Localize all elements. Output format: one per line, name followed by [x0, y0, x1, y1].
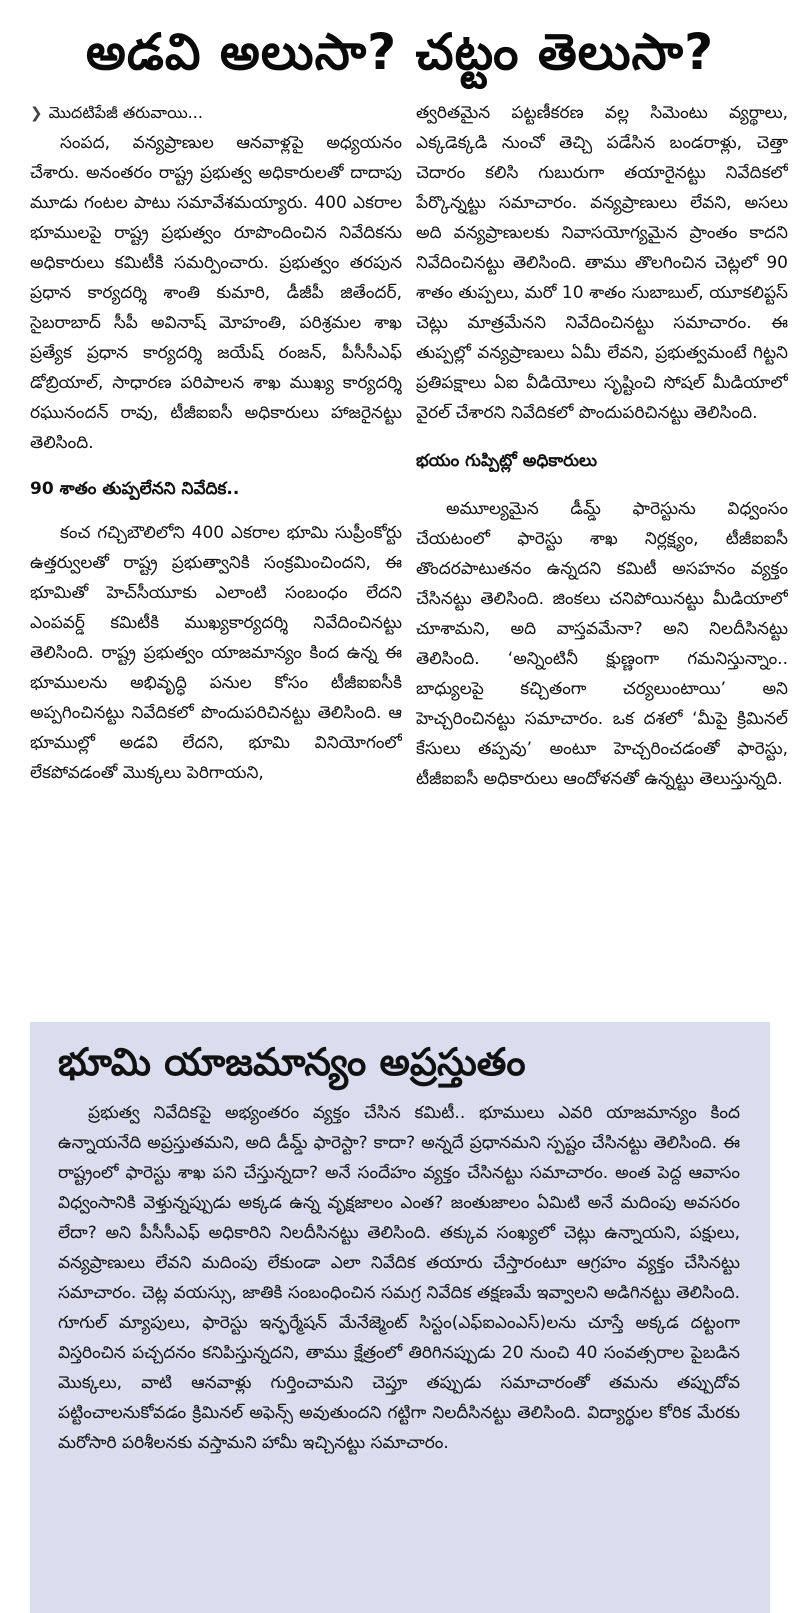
continuation-kicker: [30, 98, 402, 128]
box-title: భూమి యాజమాన్యం అప్రస్తుతం: [58, 1040, 526, 1084]
article-column-left: [30, 98, 402, 1033]
left-paragraph-2: కంచ గచ్చిబౌలిలోని 400 ఎకరాల భూమి సుప్రీంకోర్టు ఉత్తర్వులతో రాష్ట్ర ప్రభుత్వానికి సంక్రమించిందని, ఈ భూమితో హెచ్‌సీయూకు ఎలాంటి సంబంధం లేదని ఎంపవర్డ్ కమిటీకి ముఖ్యకార్యదర్శి నివేదించినట్టు తెలిసింది. రాష్ట్ర ప్రభుత్వం యాజమాన్యం కింద ఉన్న ఈ భూములను అభివృద్ధి పనుల కోసం టీజీఐఐసీకి అప్పగించినట్టు నివేదికలో పొందుపరిచినట్టు తెలిసింది. ఆ భూముల్లో అడవి లేదని, భూమి వినియోగంలో లేకపోవడంతో మొక్కలు పెరిగాయని,: [30, 523, 402, 783]
right-subheading: భయం గుప్పిట్లో అధికారులు: [416, 451, 597, 471]
right-paragraph-1: త్వరితమైన పట్టణీకరణ వల్ల సిమెంటు వ్యర్థాలు, ఎక్కడెక్కడి నుంచో తెచ్చి పడేసిన బండరాళ్లు, చెత్తా చెదారం కలిసి గుబురుగా తయారైనట్టు నివేదికలో పేర్కొన్నట్టు సమాచారం. వన్యప్రాణులు లేవని, అసలు అది వన్యప్రాణులకు నివాసయోగ్యమైన ప్రాంతం కాదని నివేదించినట్టు తెలిసింది. తాము తొలగించిన చెట్లలో 90 శాతం తుప్పలు, మరో 10 శాతం సుబాబుల్, యూకలిప్టస్ చెట్లు మాత్రమేనని నివేదించినట్టు సమాచారం. ఈ తుప్పల్లో వన్యప్రాణులు ఏమీ లేవని, ప్రభుత్వమంటే గిట్టని ప్రతిపక్షాలు ఏఐ వీడియోలు సృష్టించి సోషల్ మీడియాలో వైరల్ చేశారని నివేదికలో పొందుపరిచినట్టు తెలిసింది.: [416, 103, 788, 423]
headline: అడవి అలుసా? చట్టం తెలుసా?: [85, 23, 715, 81]
sidebar-box: [30, 1022, 770, 1613]
box-body: ప్రభుత్వ నివేదికపై అభ్యంతరం వ్యక్తం చేసిన కమిటీ.. భూములు ఎవరి యాజమాన్యం కింద ఉన్నాయనేది అప్రస్తుతమని, అది డీమ్డ్ ఫారెస్టా? కాదా? అన్నదే ప్రధానమని స్పష్టం చేసినట్టు తెలిసింది. ఈ రాష్ట్రంలో ఫారెస్టు శాఖ పని చేస్తున్నదా? అనే సందేహం వ్యక్తం చేసినట్టు సమాచారం. అంత పెద్ద ఆవాసం విధ్వంసానికి వెళ్తున్నప్పుడు అక్కడ ఉన్న వృక్షజాలం ఎంత? జంతుజాలం ఏమిటి అనే మదింపు అవసరం లేదా? అని పీసీసీఎఫ్ అధికారిని నిలదీసినట్టు తెలిసింది. తక్కువ సంఖ్యలో చెట్లు ఉన్నాయని, పక్షులు, వన్యప్రాణులు లేవని మదింపు లేకుండా ఎలా నివేదిక తయారు చేస్తారంటూ ఆగ్రహం వ్యక్తం చేసినట్టు సమాచారం. చెట్ల వయస్సు, జాతికి సంబంధించిన సమగ్ర నివేదిక తక్షణమే ఇవ్వాలని అడిగినట్టు తెలిసింది. గూగుల్ మ్యాపులు, ఫారెస్టు ఇన్ఫర్మేషన్ మేనేజ్మెంట్ సిస్టం(ఎఫ్ఐఎంఎస్)లను చూస్తే అక్కడ దట్టంగా విస్తరించిన పచ్చదనం కనిపిస్తున్నదని, తాము క్షేత్రంలో తిరిగినప్పుడు 20 నుంచి 40 సంవత్సరాల పైబడిన మొక్కలు, వాటి ఆనవాళ్లు గుర్తించామని చెప్తూ తప్పుడు సమాచారంతో తమను తప్పుదోవ పట్టించాలనుకోవడం క్రిమినల్ అఫెన్స్ అవుతుందని గట్టిగా నిలదీసినట్టు తెలిసింది. విద్యార్థుల కోరిక మేరకు మరోసారి పరిశీలనకు వస్తామని హామీ ఇచ్చినట్టు సమాచారం.: [58, 1103, 740, 1453]
left-paragraph-1: సంపద, వన్యప్రాణుల ఆనవాళ్లపై అధ్యయనం చేశారు. అనంతరం రాష్ట్ర ప్రభుత్వ అధికారులతో దాదాపు మూడు గంటల పాటు సమావేశమయ్యారు. 400 ఎకరాల భూములపై రాష్ట్ర ప్రభుత్వం రూపొందించిన నివేదికను అధికారులు కమిటీకి సమర్పించారు. ప్రభుత్వం తరపున ప్రధాన కార్యదర్శి శాంతి కుమారి, డీజీపీ జితేందర్, సైబరాబాద్ సీపీ అవినాష్ మోహంతి, పరిశ్రమల శాఖ ప్రత్యేక ప్రధాన కార్యదర్శి జయేష్ రంజన్, పీసీసీఎఫ్ డోబ్రియాల్, సాధారణ పరిపాలన శాఖ ముఖ్య కార్యదర్శి రఘునందన్ రావు, టీజీఐఐసీ అధికారులు హాజరైనట్టు తెలిసింది.: [30, 133, 402, 453]
chevron-right-icon: ❯: [30, 104, 43, 122]
right-paragraph-2: అమూల్యమైన డీమ్డ్ ఫారెస్టును విధ్వంసం చేయటంలో ఫారెస్టు శాఖ నిర్లక్ష్యం, టీజీఐఐసీ తొందరపాటుతనం ఉన్నదని కమిటీ అసహనం వ్యక్తం చేసినట్టు తెలిసింది. జింకలు చనిపోయినట్టు మీడియాలో చూశామని, అది వాస్తవమేనా? అని నిలదీసినట్టు తెలిసింది. ‘అన్నింటినీ క్షుణ్ణంగా గమనిస్తున్నాం.. బాధ్యులపై కచ్చితంగా చర్యలుంటాయి’ అని హెచ్చరించినట్టు సమాచారం. ఒక దశలో ‘మీపై క్రిమినల్ కేసులు తప్పవు’ అంటూ హెచ్చరించడంతో ఫారెస్టు, టీజీఐఐసీ అధికారులు ఆందోళనతో ఉన్నట్టు తెలుస్తున్నది.: [416, 499, 788, 789]
left-subheading: 90 శాతం తుప్పలేనని నివేదిక..: [30, 479, 240, 499]
kicker-text: మొదటిపేజీ తరువాయి...: [48, 103, 203, 122]
article-column-right: [416, 98, 788, 1033]
